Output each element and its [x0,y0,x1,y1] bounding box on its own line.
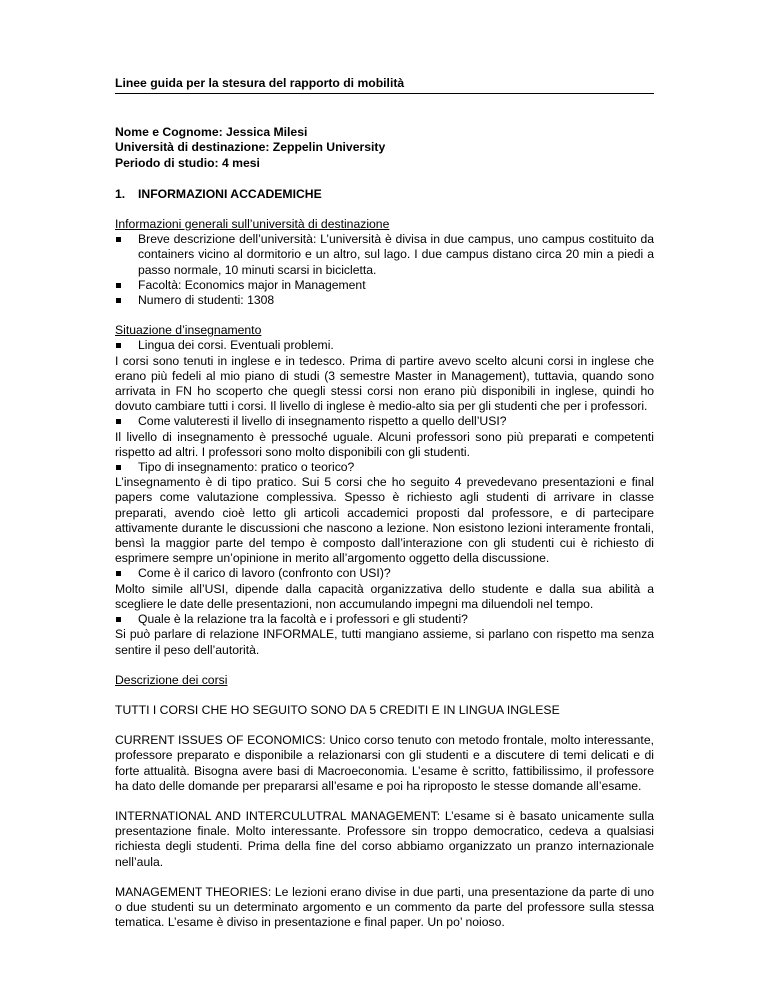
section-heading-academic [115,187,654,202]
document-title: Linee guida per la stesura del rapporto di mobilità [115,76,654,94]
teaching-heading: Situazione d’insegnamento [115,323,262,338]
question-language: Lingua dei corsi. Eventuali problemi. [115,338,654,353]
list-item: Facoltà: Economics major in Management [115,278,654,293]
destination-university: Università di destinazione: Zeppelin University [115,140,386,155]
question-type: Tipo di insegnamento: pratico o teorico? [115,460,654,475]
section-title: INFORMAZIONI ACCADEMICHE [138,186,322,201]
course-description: MANAGEMENT THEORIES: Le lezioni erano divise in due parti, una presentazione da parte di uno o due studenti su un determinato argomento e un commento da parte del professore sulla stessa tematica. L’esame è diviso in presentazione e final paper. Un po’ noioso. [115,884,654,930]
question-level: Come valuteresti il livello di insegnamento rispetto a quello dell’USI? [115,414,654,429]
answer-relationship: Si può parlare di relazione INFORMALE, tutti mangiano assieme, si parlano con rispetto ma senza sentire il peso dell’autorità. [115,627,654,657]
question-relationship: Quale è la relazione tra la facoltà e i professori e gli studenti? [115,612,654,627]
answer-level: Il livello di insegnamento è pressoché uguale. Alcuni professori sono più preparati e competenti rispetto ad altri. I professori sono molto disponibili con gli studenti. [115,429,654,459]
general-info-list [115,232,654,308]
section-number: 1. [115,186,126,201]
list-item: Numero di studenti: 1308 [115,293,654,308]
general-info-heading: Informazioni generali sull’università di destinazione [115,217,390,232]
answer-type: L’insegnamento è di tipo pratico. Sui 5 corsi che ho seguito 4 prevedevano presentazioni e final papers come valutazione complessiva. Spesso è richiesto agli studenti di arrivare in classe preparati, avendo cioè letto gli articoli accademici proposti dal professore, e di partecipare attivamente durante le discussioni che nascono a lezione. Non esistono lezioni interamente frontali, bensì la maggior parte del tempo è composto dall’interazione con gli studenti cui è richiesto di esprimere sempre un’opinione in merito all’argomento oggetto della discussione. [115,475,654,566]
student-name: Nome e Cognome: Jessica Milesi [115,125,308,140]
study-period: Periodo di studio: 4 mesi [115,155,260,170]
course-description: CURRENT ISSUES OF ECONOMICS: Unico corso tenuto con metodo frontale, molto interessante, professore preparato e disponibile a relazionarsi con gli studenti e a discutere di temi delicati e di forte attualità. Bisogna avere basi di Macroeconomia. L’esame è scritto, fattibilissimo, il professore ha dato delle domande per prepararsi all’esame e poi ha riproposto le stesse domande all’esame. [115,733,654,793]
question-workload: Come è il carico di lavoro (confronto con USI)? [115,566,654,581]
list-item: Breve descrizione dell’università: L’università è divisa in due campus, uno campus costituito da containers vicino al dormitorio e un altro, sul lago. I due campus distano circa 20 min a piedi a passo normale, 10 minuti scarsi in bicicletta. [115,232,654,278]
answer-language: I corsi sono tenuti in inglese e in tedesco. Prima di partire avevo scelto alcuni corsi in inglese che erano più fedeli al mio piano di studi (3 semestre Master in Management), tuttavia, quando sono arrivata in FN ho scoperto che quegli stessi corsi non erano più disponibili in inglese, quindi ho dovuto cambiare tutti i corsi. Il livello di inglese è medio-alto sia per gli studenti che per i professori. [115,353,654,414]
courses-intro: TUTTI I CORSI CHE HO SEGUITO SONO DA 5 CREDITI E IN LINGUA INGLESE [115,702,560,717]
courses-heading: Descrizione dei corsi [115,672,228,687]
document-page [115,76,654,930]
answer-workload: Molto simile all’USI, dipende dalla capacità organizzativa dello studente e dalla sua abilità a scegliere le date delle presentazioni, non accumulando impegni ma diluendoli nel tempo. [115,581,654,611]
student-info [115,125,654,171]
course-description: INTERNATIONAL AND INTERCULUTRAL MANAGEMENT: L’esame si è basato unicamente sulla presentazione finale. Molto interessante. Professore sin troppo democratico, cedeva a qualsiasi richiesta degli studenti. Prima della fine del corso abbiamo organizzato un pranzo internazionale nell’aula. [115,808,654,869]
